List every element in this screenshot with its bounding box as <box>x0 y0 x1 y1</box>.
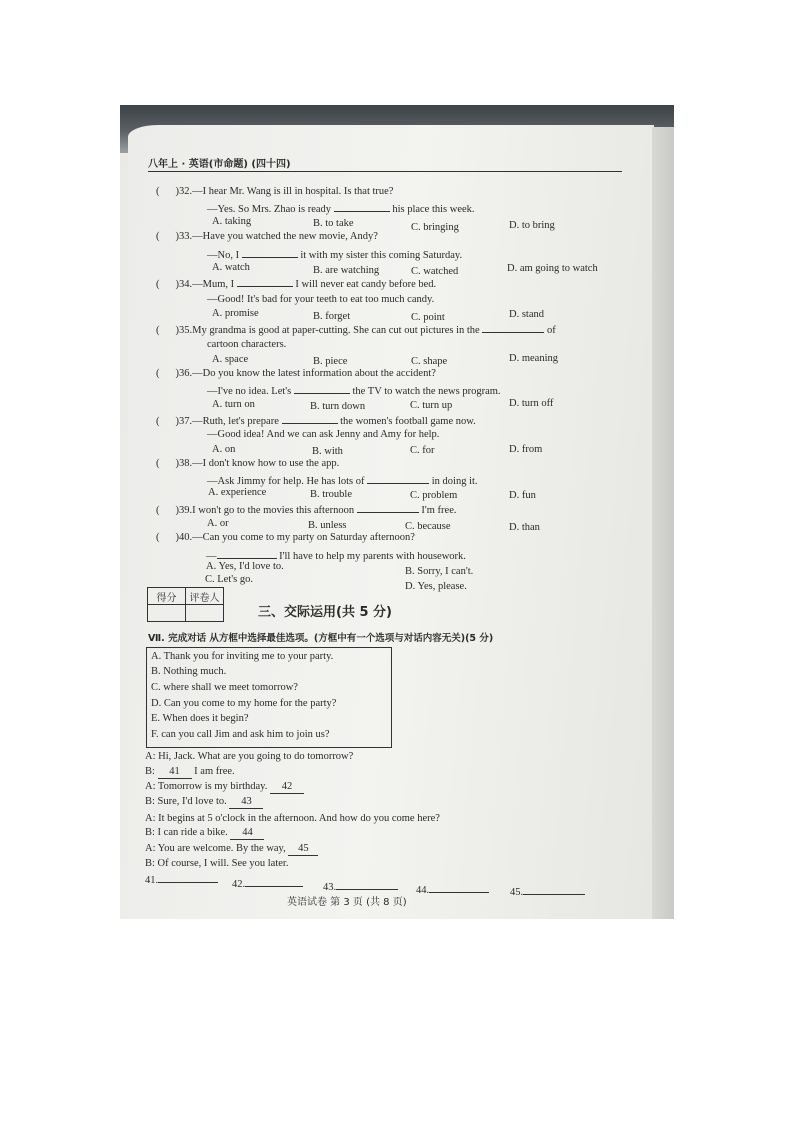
page-header: 八年上 · 英语(市命题) (四十四) <box>148 159 291 170</box>
option-c: C. bringing <box>411 222 459 233</box>
blank-41[interactable]: 41 <box>158 765 192 779</box>
option-c: C. point <box>411 312 445 323</box>
option-d: D. fun <box>509 490 536 501</box>
grader-label: 评卷人 <box>186 588 224 605</box>
score-table <box>147 587 224 622</box>
option-c: C. shape <box>411 356 448 367</box>
option-c: C. problem <box>410 490 458 501</box>
grader-cell[interactable] <box>186 605 224 622</box>
instruction-text: Ⅶ. 完成对话 从方框中选择最佳选项。(方框中有一个选项与对话内容无关)(5 分) <box>148 633 494 644</box>
options-box <box>146 647 392 748</box>
option-b: B. to take <box>313 218 354 229</box>
answer-blank[interactable] <box>282 413 338 424</box>
blank-45[interactable]: 45 <box>288 842 318 856</box>
answer-blank[interactable] <box>217 548 277 559</box>
next-page-edge <box>652 127 674 919</box>
option-d: D. meaning <box>509 353 558 364</box>
answer-blank[interactable] <box>334 201 390 212</box>
option-a: A. promise <box>212 308 259 319</box>
option-d: D. to bring <box>509 220 555 231</box>
box-option-f: F. can you call Jim and ask him to join us? <box>151 729 330 740</box>
blank-42[interactable]: 42 <box>270 780 304 794</box>
score-cell[interactable] <box>148 605 186 622</box>
question-text: —I hear Mr. Wang is ill in hospital. Is that true? <box>192 186 394 197</box>
option-b: B. unless <box>308 520 347 531</box>
answer-blank[interactable] <box>357 502 419 513</box>
page-footer: 英语试卷 第 3 页 (共 8 页) <box>287 897 407 908</box>
option-c: C. because <box>405 521 451 532</box>
option-a: A. Yes, I'd love to. <box>206 561 284 572</box>
option-a: A. on <box>212 444 236 455</box>
box-option-d: D. Can you come to my home for the party? <box>151 698 337 709</box>
answer-blank-41[interactable] <box>158 872 218 883</box>
option-c: C. turn up <box>410 400 453 411</box>
option-c: C. Let's go. <box>205 574 253 585</box>
option-a: A. experience <box>208 487 267 498</box>
box-option-b: B. Nothing much. <box>151 666 227 677</box>
option-d: D. am going to watch <box>507 263 598 274</box>
answer-blank[interactable] <box>482 322 544 333</box>
option-a: A. watch <box>212 262 250 273</box>
option-b: B. Sorry, I can't. <box>405 566 474 577</box>
option-d: D. turn off <box>509 398 554 409</box>
option-b: B. forget <box>313 311 351 322</box>
option-a: A. turn on <box>212 399 255 410</box>
option-c: C. for <box>410 445 435 456</box>
dialogue-line: A: Hi, Jack. What are you going to do tomorrow? <box>145 751 354 762</box>
box-option-e: E. When does it begin? <box>151 713 249 724</box>
dialogue-line: A: It begins at 5 o'clock in the afternoon. And how do you come here? <box>145 813 440 824</box>
option-b: B. piece <box>313 356 348 367</box>
option-d: D. than <box>509 522 540 533</box>
option-b: B. turn down <box>310 401 366 412</box>
option-d: D. Yes, please. <box>405 581 467 592</box>
section-title: 三、交际运用(共 5 分) <box>258 605 392 620</box>
blank-43[interactable]: 43 <box>229 795 263 809</box>
option-a: A. space <box>212 354 249 365</box>
answer-blank-45[interactable] <box>523 884 585 895</box>
blank-44[interactable]: 44 <box>230 826 264 840</box>
option-d: D. from <box>509 444 543 455</box>
option-b: B. are watching <box>313 265 380 276</box>
answer-blank[interactable] <box>294 383 350 394</box>
box-option-a: A. Thank you for inviting me to your party. <box>151 651 334 662</box>
answer-blank-42[interactable] <box>245 876 303 887</box>
option-c: C. watched <box>411 266 459 277</box>
option-d: D. stand <box>509 309 544 320</box>
score-label: 得分 <box>148 588 186 605</box>
option-a: A. or <box>207 518 229 529</box>
dialogue-line: B: Of course, I will. See you later. <box>145 858 289 869</box>
option-b: B. trouble <box>310 489 352 500</box>
header-rule <box>148 171 622 172</box>
box-option-c: C. where shall we meet tomorrow? <box>151 682 298 693</box>
option-a: A. taking <box>212 216 252 227</box>
answer-blank-44[interactable] <box>429 882 489 893</box>
answer-blank-43[interactable] <box>336 879 398 890</box>
option-b: B. with <box>312 446 343 457</box>
answer-blank[interactable] <box>237 276 293 287</box>
answer-blank[interactable] <box>242 247 298 258</box>
question-number: )32. <box>175 186 193 197</box>
answer-blank[interactable] <box>367 473 429 484</box>
